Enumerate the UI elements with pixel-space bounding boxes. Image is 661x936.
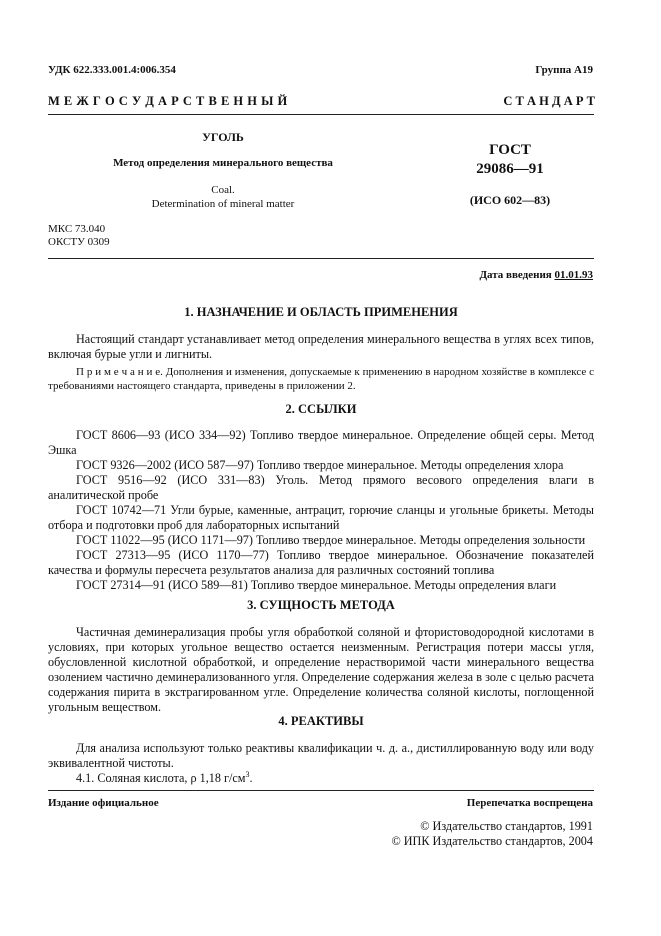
group-code: Группа А19	[535, 64, 593, 76]
reference-item: ГОСТ 27313—95 (ИСО 1170—77) Топливо твердое минеральное. Обозначение показателей качества и формулы пересчета результатов анализа для различных состояний топлива	[48, 548, 594, 577]
reference-item: ГОСТ 9516—92 (ИСО 331—83) Уголь. Метод прямого весового определения влаги в аналитической пробе	[48, 473, 594, 502]
note-label: П р и м е ч а н и е.	[76, 366, 163, 378]
okstu-code: ОКСТУ 0309	[48, 236, 110, 248]
note-text: Дополнения и изменения, допускаемые к применению в народном хозяйстве в комплексе с требованиями настоящего стандарта, приведены в приложении 2.	[48, 366, 595, 392]
reagent-item-superscript: 3	[245, 770, 250, 779]
section-3-heading: 3. СУЩНОСТЬ МЕТОДА	[247, 598, 395, 612]
banner-interstate: М Е Ж Г О С У Д А Р С Т В Е Н Н Ы Й	[48, 94, 288, 108]
doc-subtitle: Метод определения минерального вещества	[113, 157, 333, 169]
introduction-date	[479, 269, 593, 281]
mks-code: МКС 73.040	[48, 223, 106, 235]
section-3-text: Частичная деминерализация пробы угля обработкой соляной и фтористоводородной кислотами в условиях, при которых угольное вещество остается неизменным. Регистрация потери массы угля, обусловленной кислотной обработкой, и определение нерастворимой части минерального вещества озолением частично деминерализованного угля. Определение содержания железа в золе с целью расчета содержания пирита в экстрагированном угле. Определение количества соляной кислоты, поглощенной угольным веществом.	[48, 625, 594, 714]
section-4-heading: 4. РЕАКТИВЫ	[278, 714, 364, 728]
banner-rule	[48, 114, 594, 115]
reprint-prohibited: Перепечатка воспрещена	[466, 797, 593, 809]
reagent-item-4-1	[48, 767, 594, 786]
date-label: Дата введения	[479, 269, 552, 281]
footer-rule	[48, 790, 594, 791]
iso-reference: (ИСО 602—83)	[469, 193, 551, 207]
english-title-line1: Coal.	[211, 184, 235, 196]
copyright-2004: © ИПК Издательство стандартов, 2004	[391, 834, 593, 848]
section-1-note	[48, 365, 594, 393]
section-1-heading: 1. НАЗНАЧЕНИЕ И ОБЛАСТЬ ПРИМЕНЕНИЯ	[184, 305, 458, 319]
banner-standard: С Т А Н Д А Р Т	[503, 94, 595, 108]
reference-item: ГОСТ 8606—93 (ИСО 334—92) Топливо твердое минеральное. Определение общей серы. Метод Эшка	[48, 428, 594, 457]
reference-item: ГОСТ 11022—95 (ИСО 1171—97) Топливо твердое минеральное. Методы определения зольности	[76, 533, 586, 547]
copyright-1991: © Издательство стандартов, 1991	[420, 819, 593, 833]
english-title-line2: Determination of mineral matter	[151, 198, 295, 210]
gost-label: ГОСТ	[489, 142, 531, 158]
title-divider	[424, 120, 425, 250]
reagent-item-text: 4.1. Соляная кислота, ρ 1,18 г/см	[76, 771, 246, 786]
gost-number: 29086—91	[476, 161, 544, 177]
section-2-heading: 2. ССЫЛКИ	[285, 402, 357, 416]
udk-code: УДК 622.333.001.4:006.354	[48, 64, 176, 76]
section-1-text: Настоящий стандарт устанавливает метод определения минерального вещества в углях всех типов, включая бурые угли и лигниты.	[48, 332, 594, 361]
title-rule	[48, 258, 594, 259]
doc-title: УГОЛЬ	[202, 130, 244, 144]
section-4-text: Для анализа используют только реактивы квалификации ч. д. а., дистиллированную воду или воду эквивалентной чистоты.	[48, 741, 594, 770]
official-edition: Издание официальное	[48, 797, 159, 809]
date-value: 01.01.93	[554, 269, 593, 281]
reagent-item-end: .	[249, 771, 253, 786]
reference-item: ГОСТ 10742—71 Угли бурые, каменные, антрацит, горючие сланцы и угольные брикеты. Методы отбора и подготовки проб для лабораторных испытаний	[48, 503, 594, 532]
reference-item: ГОСТ 27314—91 (ИСО 589—81) Топливо твердое минеральное. Методы определения влаги	[76, 578, 557, 592]
reference-item: ГОСТ 9326—2002 (ИСО 587—97) Топливо твердое минеральное. Методы определения хлора	[76, 458, 564, 472]
references-list	[48, 428, 594, 593]
